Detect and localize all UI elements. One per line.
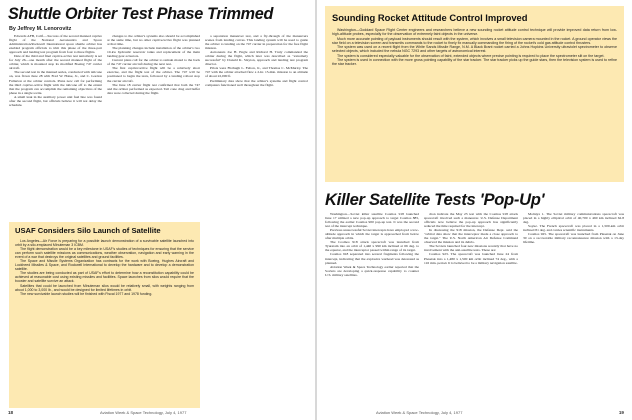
page-footer: Aviation Week & Space Technology, July 4, 1977 [376,410,463,415]
page-number: 18 [8,410,14,415]
right-column-1 [325,212,419,408]
paragraph: The system is considered especially valuable for the observation of faint, extended objects where precise pointing is required to place the spectrometer slit on the target. [337,53,605,58]
paragraph: Satellites that could be launched from Minuteman silos would be relatively small, with weights ranging from about 1,000 to 3,000 lb., and would be designed for limited lifetimes in orbit. [15,283,194,292]
paragraph: Cosmos 925. The spacecraft was launched from Plesetsk on June 30 on a recoverable military reconnaissance mission with a 13-day lifetime. [523,232,624,245]
paragraph: The system was used on a recent flight from the White Sands Missile Range, N.M. A Black Brant rocket carried a Johns Hopkins University ultraviolet spectrometer to observe selected objects, which included the nebula NGC 7293 and other targets of astronomical interest. [332,45,617,54]
paragraph: Date of the third and final captive-active test tentatively is set for July 26—one month after the second manned flight of the orbiter, which is mounted atop its modified Boeing 747 carrier aircraft. [9,54,102,71]
right-column-2 [424,212,518,408]
left-column-3 [205,34,308,408]
left-column-2 [107,34,200,218]
paragraph: The first captive/active flight will be a relatively short exercise, and the flight test of the orbiter. The 747 will be positioned to begin the tests, followed by a landing rollout stop the carrier aircraft. [107,66,200,83]
page-footer: Aviation Week & Space Technology, July 4, 1977 [100,410,187,415]
paragraph: Current plans call for the orbiter to remain mated to the back of the 747 carrier aircraft during the next test. [107,58,200,67]
paragraph: The Space and Missile Systems Organization has contracts for the work with Boeing, Hughes Aircraft and Lockheed Missiles & Space, and Rockwell International to develop the hardware and to develop a demonstration satellite. [15,259,194,272]
paragraph: Cosmos 923. The spacecraft was launched June 24 from Plesetsk into a 1,480 x 1,500 km orbit inclined 74 deg., with a 116 min. period. It is believed to be a military navigation satellite. [424,252,518,265]
paragraph: dron indicate the May 23 test with the Cosmos 918 attack spacecraft involved such a maneuver. U.S. Defense Department officials now believe the pop-up approach has significantly reduced the time required for the intercept. [424,212,518,229]
paragraph: The Soviets launched four new missions recently that have no involvement with the anti-satellite tests. These are: [424,244,518,253]
paragraph: The planning changes include installation of the orbiter's two 10-kw hydraulic reservoir tanks and replacement of the main landing gear actuators. [107,46,200,59]
paragraph: Los Angeles—Air Force is preparing for a possible launch demonstration of a survivable satellite launched into orbit by a silo-emplaced Minuteman 3 ICBM. [15,239,194,248]
paragraph: a separation maneuver test, and a fly-through of the maneuvers scenes from landing curves. This landing system will be used to guide the orbiter to landing on the 747 carrier in preparation for the free flight mission. [205,34,308,51]
paragraph: The Cosmos 918 attack spacecraft was launched from Tyuratam into an orbit of 1,440 x 990 km inclined at 66 deg. to the equator, and the interceptor passed within range of its target. [325,240,419,253]
right-page [316,0,632,420]
article-byline: By Jeffrey M. Lenorovitz [9,26,72,32]
paragraph: The flight demonstration would be a key milestone in USAF's studies of techniques for ensuring that the service can perform such satellite missions as communications, weather observation, navigation and early warning in the event of a war that destroys the original satellites and ground facilities. [15,247,194,260]
article-headline: Shuttle Orbiter Test Phase Trimmed [8,5,274,23]
right-column-3 [523,212,624,408]
paragraph: Washington—Goddard Space Flight Center engineers and researchers believe a new sounding rocket attitude control technique will provide improved data return from low-high-altitude probes, especially for the observation of extremely faint objects in the universe. [332,28,617,37]
left-column-1 [9,34,102,218]
paragraph: Soyuz. The French spacecraft was placed in a 1,500-km orbit inclined 81 deg. and carries scientific instruments. [523,224,624,233]
paragraph: The studies are being conducted as part of USAF's effort to determine how a reconstitution capability could be achieved at reasonable cost using existing missiles and facilities. Space launches from silos would require that the booster and satellite survive an attack. [15,271,194,284]
sidebar-title: Sounding Rocket Attitude Control Improved [332,12,528,23]
paragraph: Washington—Soviet killer satellite Cosmos 918 launched June 17 utilized a new pop-up approach to target Cosmos 885, following the earlier Cosmos 900 pop-up test. It was the second test of the intercept technique. [325,212,419,229]
paragraph: Edwards AFB, Calif.—Success of the second manned captive flight of the National Aeronautics and Space Administration/Rockwell International space shuttle orbiter has enabled program officials to trim this phase of the three-part approach and landing test program from four to three flights. [9,34,102,55]
sidebar-title: USAF Considers Silo Launch of Satellite [15,226,161,235]
paragraph: Much more accurate pointing of payload instruments should result with the system, which involves a small television camera mounted in the rocket. A ground operator views the star field on a television screen and transmits commands to the rocket to finely fix manually commanding the firing of the rocket's cold gas attitude control thrusters. [332,36,617,45]
paragraph: Molniya 1. The Soviet military communications spacecraft was placed in a highly elliptical orbit of 40,700 x 460 km inclined 62.8 deg. [523,212,624,225]
sidebar-body [332,28,617,67]
sidebar-box-sounding-rocket [325,6,624,182]
paragraph: The new survivable launch studies will be finished with Fiscal 1977 and 1978 funding. [20,291,153,296]
sidebar-body [15,239,194,296]
paragraph: The second test in the manned series, conducted with tailcone on, was flown June 28 with Fred W. Haise, Jr., and C. Gordon Fullerton at the orbiter controls. Plans now call for performing the third captive-active flight with the tailcone off to the extent that the program can accomplish the remaining objectives of the phase in a single sortie. [9,70,102,95]
paragraph: Preliminary data show that the orbiter's systems and flight control computers functioned well throughout the flight. [205,78,308,87]
paragraph: Pilots were Fitzhugh L. Fulton, Jr., and Thomas C. McMurtry. The 747 with the orbiter attached flew a 2-hr. 15-min. mission to an altitude of about 22,000 ft. [205,66,308,79]
paragraph: Previous unsuccessful Soviet intercepts have employed a low-altitude approach in which the target is approached from below after multiple orbits. [325,228,419,241]
paragraph: A small leak in the auxiliary power unit fuel line was found after the second flight, but officials believe it will not delay the schedule. [9,94,102,107]
paragraph: changes to the orbiter's systems also should be accomplished at the same time, but no other captive/active flight was planned at that time. [107,34,200,47]
paragraph: The system is used in connection with the more gross pointing capability of the star tracker. The star tracker picks up the guide stars, then the television system is used to refine the star tracker. [332,58,617,67]
paragraph: Aviation Week & Space Technology earlier reported that the Soviets are developing a quick-response capability to counter U.S. military satellites. [325,264,419,277]
paragraph: Astronauts Joe H. Engle and Richard H. Truly commanded the orbiter during the flight, which later was described as "extremely successful" by Donald K. Slayton, approach and landing test program director. [205,50,308,67]
paragraph: In discussing the 918 mission, the Defense Dept. said the "orbital data show that the interceptor made a close approach to the target." The U.S. North American Air Defense Command observed the mission and its debris. [424,228,518,245]
article-headline: Killer Satellite Tests 'Pop-Up' [325,190,545,209]
page-number: 19 [618,410,624,415]
paragraph: The June 18 carrier flight test confirmed that both the 747 and the orbiter performed as expected. Tail cone drag and buffet data were collected during the flight. [107,82,200,95]
paragraph: Cosmos 918 separated into several fragments following the intercept, indicating that the explosive warhead was detonated as planned. [325,252,419,265]
sidebar-box-silo-launch [9,222,200,408]
